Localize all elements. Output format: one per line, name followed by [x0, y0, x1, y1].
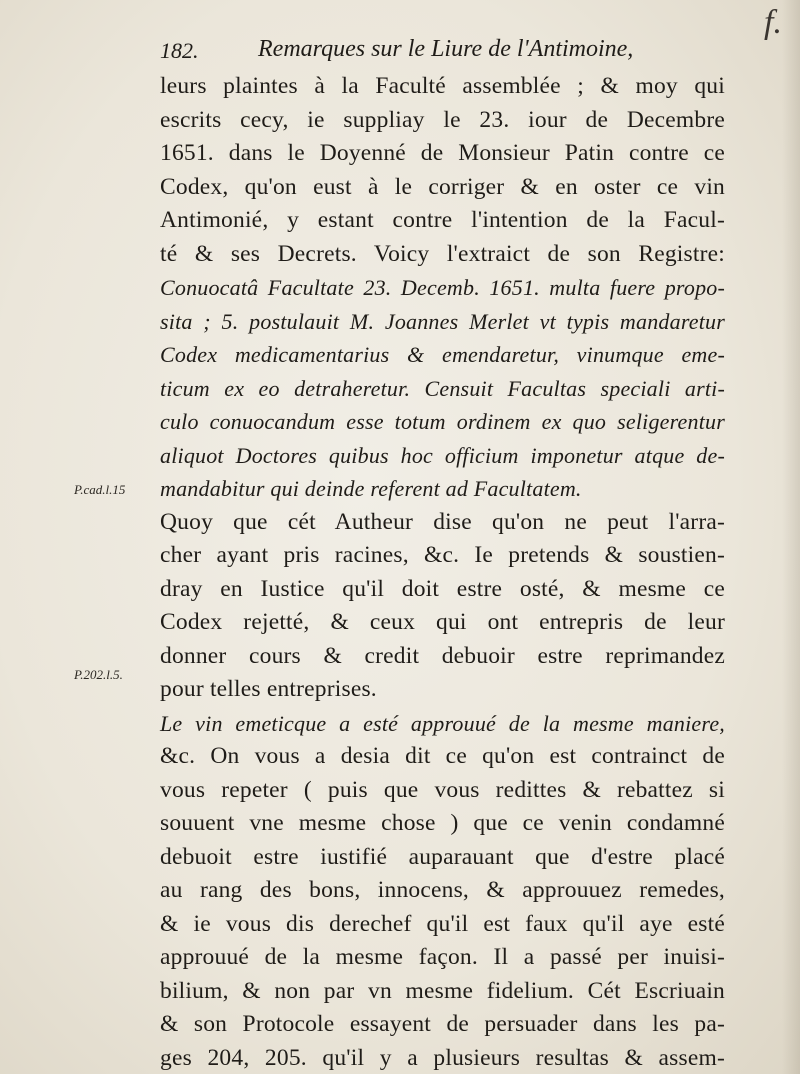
text-line: approuué de la mesme façon. Il a passé per inuisi- — [160, 944, 725, 970]
latin-quote-line: Conuocatâ Facultate 23. Decemb. 1651. multa fuere propo- — [160, 275, 725, 300]
text-line: pour telles entreprises. — [160, 676, 377, 702]
text-line: Quoy que cét Autheur dise qu'on ne peut l'arra- — [160, 508, 725, 535]
quoted-line: Le vin emeticque a esté approuué de la mesme maniere, — [160, 710, 725, 736]
text-line: dray en Iustice qu'il doit estre osté, & mesme ce — [160, 575, 725, 602]
text-line: Codex, qu'on eust à le corriger & en oster ce vin — [160, 173, 725, 200]
margin-note-2: P.202.l.5. — [74, 667, 123, 682]
latin-quote-line: Codex medicamentarius & emendaretur, vinumque eme- — [160, 342, 725, 367]
running-title: Remarques sur le Liure de l'Antimoine, — [258, 36, 634, 62]
latin-quote-line: sita ; 5. postulauit M. Joannes Merlet vt typis mandaretur — [160, 308, 725, 334]
text-line: escrits cecy, ie suppliay le 23. iour de Decembre — [160, 106, 725, 133]
latin-quote-line: aliquot Doctores quibus hoc officium imponetur atque de- — [160, 442, 725, 468]
text-line: leurs plaintes à la Faculté assemblée ; & moy qui — [160, 73, 725, 99]
text-line: Codex rejetté, & ceux qui ont entrepris de leur — [160, 609, 725, 635]
running-header — [160, 36, 720, 64]
text-line: souuent vne mesme chose ) que ce venin condamné — [160, 810, 725, 836]
margin-note-1: P.cad.l.15 — [74, 482, 126, 497]
text-line: vous repeter ( puis que vous redittes & rebattez si — [160, 776, 725, 803]
text-line: Antimonié, y estant contre l'intention de la Facul- — [160, 207, 725, 233]
text-line: & son Protocole essayent de persuader dans les pa- — [160, 1011, 725, 1037]
latin-quote-line: culo conuocandum esse totum ordinem ex quo seligerentur — [160, 409, 725, 434]
body-text — [160, 70, 725, 1074]
text-line: & ie vous dis derechef qu'il est faux qu'il aye esté — [160, 910, 725, 937]
latin-quote-line: ticum ex eo detraheretur. Censuit Facultas speciali arti- — [160, 375, 725, 401]
folio-mark: f. — [764, 4, 782, 41]
text-line: cher ayant pris racines, &c. Ie pretends & soustien- — [160, 542, 725, 568]
text-line: 1651. dans le Doyenné de Monsieur Patin contre ce — [160, 140, 725, 166]
page-number: 182. — [160, 38, 199, 63]
latin-quote-line: mandabitur qui deinde referent ad Facultatem. — [160, 476, 582, 501]
text-line: té & ses Decrets. Voicy l'extraict de son Registre: — [160, 240, 725, 267]
text-line: donner cours & credit debuoir estre reprimandez — [160, 642, 725, 669]
text-line: debuoit estre iustifié auparauant que d'estre placé — [160, 843, 725, 870]
text-line: &c. On vous a desia dit ce qu'on est contrainct de — [160, 743, 725, 769]
text-line: ges 204, 205. qu'il y a plusieurs resultas & assem- — [160, 1044, 725, 1071]
text-line: au rang des bons, innocens, & approuuez remedes, — [160, 877, 725, 903]
text-line: bilium, & non par vn mesme fidelium. Cét Escriuain — [160, 977, 725, 1004]
